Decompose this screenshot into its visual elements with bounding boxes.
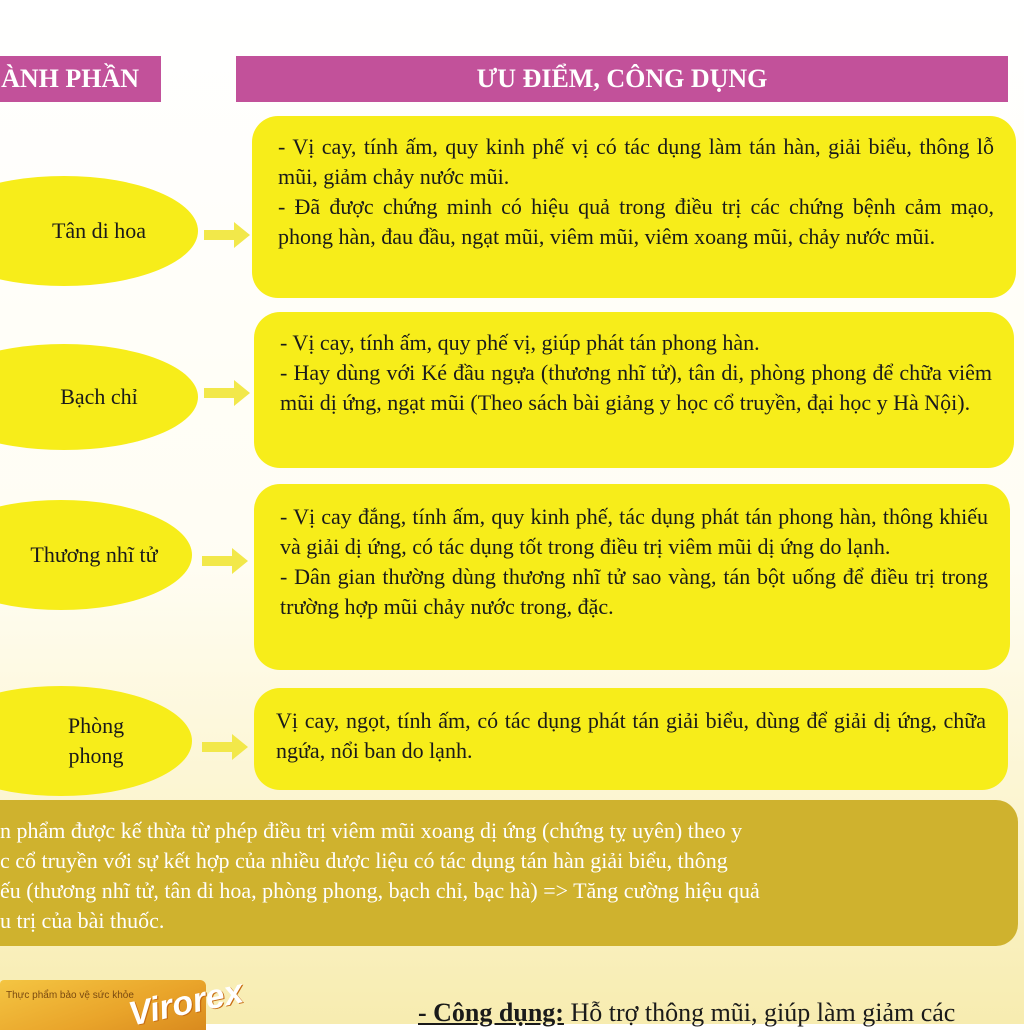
product-box-image [0, 972, 247, 1034]
arrow-right-icon [204, 380, 250, 406]
benefit-line: Vị cay, ngọt, tính ấm, có tác dụng phát tán giải biểu, dùng để giải dị ứng, chữa ngứa, nổi ban do lạnh. [276, 708, 986, 763]
ingredient-oval-tan-di-hoa [0, 176, 198, 286]
summary-line: u trị của bài thuốc. [0, 908, 165, 933]
ingredient-oval-phong-phong [0, 686, 192, 796]
benefits-header-label: ƯU ĐIỂM, CÔNG DỤNG [476, 64, 768, 93]
ingredient-name: Phòng phong [67, 713, 125, 768]
benefit-line: - Vị cay, tính ấm, quy phế vị, giúp phát tán phong hàn. [280, 330, 760, 355]
ingredient-oval-thuong-nhi-tu [0, 500, 192, 610]
product-logo: Virorex [125, 972, 247, 1034]
benefit-line: - Dân gian thường dùng thương nhĩ tử sao vàng, tán bột uống để điều trị trong trường hợp mũi chảy nước trong, đặc. [280, 564, 988, 619]
ingredients-header-label: ÀNH PHẦN [1, 64, 139, 93]
usage-text [418, 998, 955, 1028]
benefit-line: - Vị cay, tính ấm, quy kinh phế vị có tác dụng làm tán hàn, giải biểu, thông lỗ mũi, giảm chảy nước mũi. [278, 134, 994, 189]
product-tagline: Thực phẩm bảo vệ sức khỏe [6, 990, 134, 1001]
benefit-line: - Hay dùng với Ké đầu ngựa (thương nhĩ tử), tân di, phòng phong để chữa viêm mũi dị ứng, ngạt mũi (Theo sách bài giảng y học cổ truyền, đại học y Hà Nội). [280, 360, 992, 415]
ingredient-name: Bạch chỉ [60, 384, 138, 409]
benefit-line: - Vị cay đắng, tính ấm, quy kinh phế, tác dụng phát tán phong hàn, thông khiếu và giải dị ứng, có tác dụng tốt trong điều trị viêm mũi dị ứng do lạnh. [280, 504, 988, 559]
summary-line: ếu (thương nhĩ tử, tân di hoa, phòng phong, bạch chỉ, bạc hà) => Tăng cường hiệu quả [0, 878, 760, 903]
benefit-box-tan-di-hoa [252, 116, 1016, 298]
benefit-box-phong-phong [254, 688, 1008, 790]
benefit-line: - Đã được chứng minh có hiệu quả trong điều trị các chứng bệnh cảm mạo, phong hàn, đau đầu, ngạt mũi, viêm mũi, viêm xoang mũi, chảy nước mũi. [278, 194, 994, 249]
benefit-box-bach-chi [254, 312, 1014, 468]
usage-description: Hỗ trợ thông mũi, giúp làm giảm các [563, 998, 956, 1027]
benefit-box-thuong-nhi-tu [254, 484, 1010, 670]
summary-line: c cổ truyền với sự kết hợp của nhiều dược liệu có tác dụng tán hàn giải biểu, thông [0, 848, 728, 873]
summary-box [0, 800, 1018, 946]
arrow-right-icon [202, 734, 248, 760]
benefits-header [236, 56, 1008, 102]
ingredient-name: Tân di hoa [51, 218, 147, 243]
ingredients-header [0, 56, 161, 102]
summary-line: n phẩm được kế thừa từ phép điều trị viêm mũi xoang dị ứng (chứng tỵ uyên) theo y [0, 818, 743, 843]
usage-label: - Công dụng: [418, 998, 564, 1027]
ingredient-oval-bach-chi [0, 344, 198, 450]
ingredient-name: Thương nhĩ tử [30, 542, 158, 567]
arrow-right-icon [202, 548, 248, 574]
arrow-right-icon [204, 222, 250, 248]
